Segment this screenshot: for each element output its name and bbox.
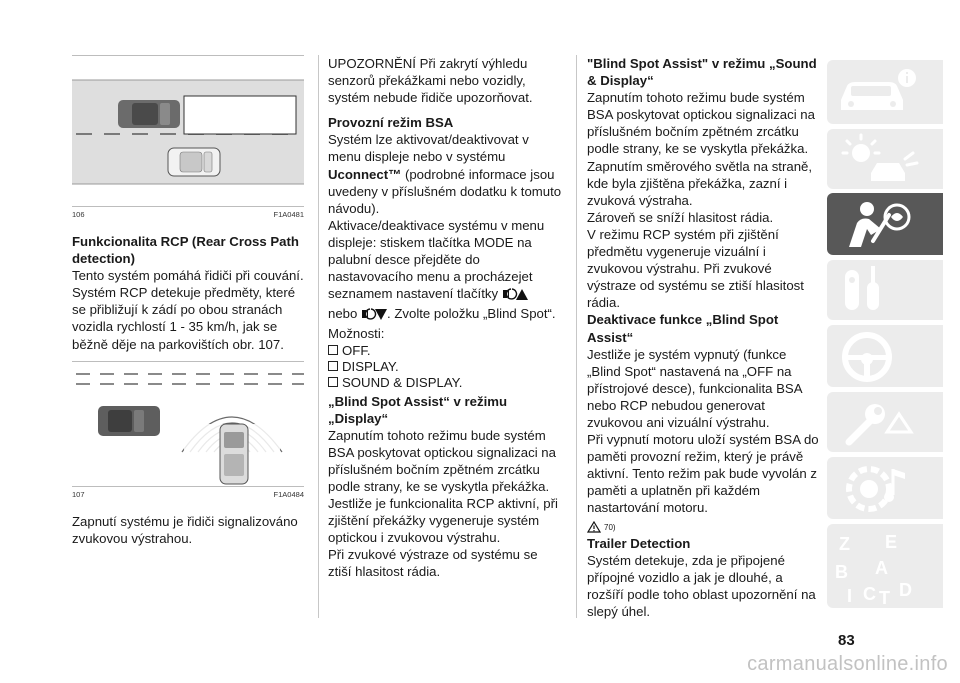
index-letter: A: [875, 558, 888, 578]
section-heading-display: „Blind Spot Assist“ v režimu „Display“: [328, 393, 508, 426]
paragraph: V režimu RCP systém při zjištění předmětu vygeneruje vizuální i zvukovou výstrahu. Při zvukové výstraze od systému se ztiší hlasitost rádia.: [587, 226, 804, 311]
text-run: Aktivace/deaktivace systému v menu displeje: stiskem tlačítka MODE na palubní desce přejděte do nastavovacího menu a procházejet seznamem nastavení tlačítky: [328, 217, 545, 302]
rcp-parking-illustration: [72, 362, 304, 486]
paragraph: [328, 305, 562, 342]
scroll-down-button-icon: [361, 307, 387, 325]
section-heading-sound-display: "Blind Spot Assist" v režimu „Sound & Display“: [587, 56, 817, 89]
uconnect-brand: Uconnect™: [328, 166, 402, 182]
alphabet-index-icon: [827, 524, 943, 608]
paragraph: Zapnutím tohoto režimu bude systém BSA poskytovat optickou signalizaci na příslušném bočním zpětném zrcátku podle strany, ke se vyskytla překážka.: [587, 90, 815, 157]
paragraph: Zapnutím tohoto režimu bude systém BSA poskytovat optickou signalizaci na příslušném bočním zpětném zrcátku podle strany, ke se vyskytla překážka.: [328, 427, 556, 494]
figure-106: [72, 55, 304, 219]
figure-code: F1A0484: [273, 489, 304, 499]
section-heading-deactivation: Deaktivace funkce „Blind Spot Assist“: [587, 312, 779, 345]
paragraph: Při zvukové výstraze od systému se ztiší hlasitost rádia.: [328, 547, 538, 580]
bsa-overtake-illustration: [72, 56, 304, 206]
option-item: [328, 375, 562, 391]
paragraph: Jestliže je funkcionalita RCP aktivní, při zjištění překážky vygeneruje systém optickou i zvukovou výstrahu.: [328, 496, 558, 546]
column-right: [587, 55, 821, 620]
column-divider: [576, 55, 577, 618]
section-heading-trailer: Trailer Detection: [587, 535, 691, 551]
paragraph: Systém RCP detekuje předměty, které se přibližují k zádí po obou stranách vozidla rychlostí 1 - 35 km/h, jak se běžně děje na parkovištích obr. 107.: [72, 285, 296, 352]
tab-safety[interactable]: [827, 193, 943, 255]
option-item: [328, 359, 562, 375]
index-letter: E: [885, 532, 898, 552]
warning-reference: [587, 521, 821, 535]
figure-107: [72, 361, 304, 499]
warning-number: 70): [604, 523, 616, 533]
index-letter: T: [879, 588, 890, 608]
figure-caption: [72, 490, 304, 499]
paragraph: Tento systém pomáhá řidiči při couvání.: [72, 268, 304, 284]
car-top-view-light: [220, 424, 248, 484]
index-letter: Z: [839, 534, 850, 554]
bullet-box-icon: [328, 377, 338, 387]
option-item: [328, 343, 562, 359]
paragraph: UPOZORNĚNÍ Při zakrytí výhledu senzorů překážkami nebo vozidly, systém nebude řidiče upozorňovat.: [328, 56, 533, 106]
option-label: SOUND & DISPLAY.: [342, 374, 463, 390]
airbag-seat-icon: [827, 193, 943, 255]
bullet-box-icon: [328, 345, 338, 355]
index-letter: B: [835, 562, 848, 582]
key-remote-icon: [827, 260, 943, 320]
section-heading-bsa: Provozní režim BSA: [328, 115, 454, 131]
scroll-up-button-icon: [502, 287, 528, 305]
index-letter: C: [863, 584, 876, 604]
car-info-icon: [827, 60, 943, 124]
tab-dashboard-lights[interactable]: [827, 129, 943, 189]
text-run: nebo: [328, 306, 358, 322]
paragraph: Zapnutí systému je řidiči signalizováno zvukovou výstrahou.: [72, 513, 298, 546]
dashboard-lights-icon: [827, 129, 943, 189]
column-middle: [328, 55, 562, 581]
tab-starting[interactable]: [827, 260, 943, 320]
option-label: OFF.: [342, 342, 371, 358]
car-top-view-light: [168, 148, 220, 176]
paragraph: Zároveň se sníží hlasitost rádia.: [587, 209, 774, 225]
bullet-box-icon: [328, 361, 338, 371]
paragraph: Při vypnutí motoru uloží systém BSA do paměti provozní režim, který je právě aktivní. Tento režim pak bude vyvolán z paměti a uplatněn při každém nastartování motoru.: [587, 432, 819, 516]
steering-wheel-icon: [827, 325, 943, 387]
text-run: . Zvolte položku „Blind Spot“. Možnosti:: [328, 306, 556, 342]
text-run: Systém lze aktivovat/deaktivovat v menu displeje nebo v systému: [328, 132, 529, 165]
figure-number: 107: [72, 489, 85, 499]
paragraph: [328, 217, 562, 305]
warning-triangle-icon: [587, 521, 601, 535]
paragraph: Systém detekuje, zda je připojené přípojné vozidlo a jak je dlouhé, a rozšíří podle toho oblast upozornění na slepý úhel.: [587, 552, 816, 619]
figure-bottom-rule: [72, 206, 304, 207]
page-number: 83: [838, 632, 855, 649]
figure-number: 106: [72, 210, 85, 219]
watermark: carmanualsonline.info: [747, 653, 948, 675]
car-top-view-dark: [118, 100, 180, 128]
tab-driving[interactable]: [827, 325, 943, 387]
car-top-view-dark: [98, 406, 160, 436]
section-heading-rcp: Funkcionalita RCP (Rear Cross Path detection): [72, 234, 299, 267]
column-divider: [318, 55, 319, 618]
column-left: [72, 55, 304, 547]
text-run: (podrobné informace jsou uvedeny v příslušném dodatku k tomuto návodu).: [328, 166, 562, 216]
option-label: DISPLAY.: [342, 358, 399, 374]
index-letter: I: [847, 586, 853, 606]
paragraph: Zapnutím směrového světla na straně, kde byla zjištěna překážka, zazní i zvuková výstraha.: [587, 158, 813, 208]
wrench-warning-icon: [827, 392, 943, 452]
paragraph: [328, 131, 562, 216]
index-letter: D: [899, 580, 912, 600]
figure-caption: [72, 210, 304, 219]
music-gear-icon: [827, 457, 943, 519]
tab-car-info[interactable]: [827, 60, 943, 124]
tab-multimedia[interactable]: [827, 457, 943, 519]
tab-emergency[interactable]: [827, 392, 943, 452]
paragraph: Jestliže je systém vypnutý (funkce „Blind Spot“ nastavená na „OFF na přístrojové desce), funkcionalita BSA nebo RCP nebudou generovat zvukovou ani vizuální výstrahu.: [587, 346, 802, 430]
tab-index[interactable]: [827, 524, 943, 608]
figure-code: F1A0481: [273, 210, 304, 219]
figure-bottom-rule: [72, 486, 304, 487]
